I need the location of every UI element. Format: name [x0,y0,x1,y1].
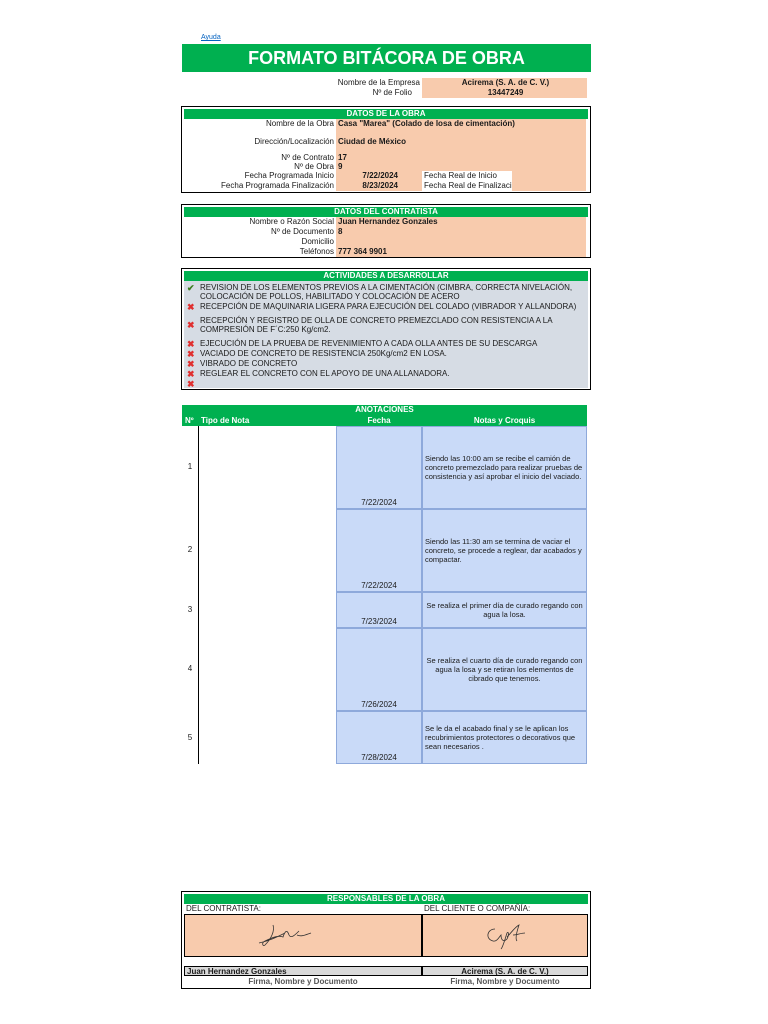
cross-icon: ✖ [187,359,195,369]
obra-section-title: DATOS DE LA OBRA [184,109,588,119]
note-number: 4 [187,664,193,673]
activity-text: EJECUCIÓN DE LA PRUEBA DE REVENIMIENTO A CADA OLLA ANTES DE SU DESCARGA [200,339,538,348]
contratista-name-value: Juan Hernandez Gonzales [338,217,438,226]
note-date-cell [336,426,422,509]
contratista-address-label: Domicilio [301,237,334,246]
client-firma-label: Firma, Nombre y Documento [450,977,560,986]
responsables-section-title: RESPONSABLES DE LA OBRA [184,894,588,904]
client-label: DEL CLIENTE O COMPAÑÍA: [424,904,531,913]
contractor-label: DEL CONTRATISTA: [186,904,261,913]
page-title: FORMATO BITÁCORA DE OBRA [182,44,591,72]
activity-item [184,316,589,334]
note-date: 7/23/2024 [361,617,397,626]
cross-icon: ✖ [187,339,195,349]
client-signature-box [422,914,588,957]
note-date-cell [336,509,422,592]
cross-icon: ✖ [187,379,195,389]
activity-item [184,349,589,359]
obra-number-value: 9 [338,162,343,171]
activity-item [184,339,589,349]
activity-text: RECEPCIÓN Y REGISTRO DE OLLA DE CONCRETO PREMEZCLADO CON RESISTENCIA A LA COMPRESIÓN DE F´C:250 Kg/cm2. [200,316,553,334]
obra-name-value: Casa "Marea" (Colado de losa de cimentación) [338,119,515,128]
note-text: Se le da el acabado final y se le aplican los recubrimientos protectores o decorativos que sean necesarios . [422,711,587,764]
folio-label: Nº de Folio [372,88,412,97]
activity-item [184,359,589,369]
obra-name-label: Nombre de la Obra [265,119,334,128]
note-text: Se realiza el cuarto día de curado regando con agua la losa y se retiran los elementos de cibrado que tenemos. [422,628,587,711]
end-date-label: Fecha Programada Finalización [221,181,334,190]
contractor-firma-label: Firma, Nombre y Documento [248,977,358,986]
start-date-label: Fecha Programada Inicio [244,171,334,180]
anotaciones-section-title: ANOTACIONES [182,405,587,415]
client-signature [481,921,531,951]
obra-contract-value: 17 [338,153,347,162]
contractor-name: Juan Hernandez Gonzales [184,966,422,976]
contratista-phone-value: 777 364 9901 [338,247,387,256]
end-date-value: 8/23/2024 [362,181,398,190]
real-start-label: Fecha Real de Inicio [424,171,497,180]
note-date: 7/28/2024 [361,753,397,762]
cross-icon: ✖ [187,349,195,359]
activity-text: VIBRADO DE CONCRETO [200,359,298,368]
note-date: 7/26/2024 [361,700,397,709]
obra-address-label: Dirección/Localización [254,137,334,146]
activity-text: VACIADO DE CONCRETO DE RESISTENCIA 250Kg/cm2 EN LOSA. [200,349,447,358]
activity-item [184,369,589,379]
contratista-address-value [336,237,586,247]
note-date-cell [336,592,422,628]
activity-text: REGLEAR EL CONCRETO CON EL APOYO DE UNA ALLANADORA. [200,369,450,378]
cross-icon: ✖ [187,369,195,379]
contractor-signature [255,921,315,949]
cross-icon: ✖ [187,320,195,330]
obra-address-value: Ciudad de México [338,137,407,146]
column-divider [198,426,199,764]
contratista-doc-label: Nº de Documento [271,227,334,236]
activity-item [184,283,589,301]
note-date: 7/22/2024 [361,498,397,507]
obra-contract-label: Nº de Contrato [281,153,334,162]
col-header-notas: Notas y Croquis [473,416,536,425]
obra-number-label: Nº de Obra [294,162,334,171]
col-header-fecha: Fecha [367,416,391,425]
actividades-section-title: ACTIVIDADES A DESARROLLAR [184,271,588,281]
contratista-section [181,204,591,258]
anotaciones-header [182,415,587,426]
real-end-label: Fecha Real de Finalizaci [424,181,512,190]
cross-icon: ✖ [187,302,195,312]
activity-text: REVISION DE LOS ELEMENTOS PREVIOS A LA CIMENTACIÓN (CIMBRA, CORRECTA NIVELACIÓN, COLOCACIÓN DE POLLOS, HABILITADO Y COLOCACIÓN DE ACERO [200,283,573,301]
help-link[interactable]: Ayuda [201,34,221,41]
responsables-section [181,891,591,989]
note-number: 1 [187,462,193,471]
note-number: 5 [187,733,193,742]
note-date-cell [336,628,422,711]
contratista-name-label: Nombre o Razón Social [249,217,334,226]
note-text: Se realiza el primer día de curado regando con agua la losa. [422,592,587,628]
company-value: Acirema (S. A. de C. V.) [422,78,587,88]
col-header-no: Nº [185,416,194,425]
contratista-phone-label: Teléfonos [299,247,334,256]
contratista-section-title: DATOS DEL CONTRATISTA [184,207,588,217]
client-name: Acirema (S. A. de C. V.) [422,966,588,976]
note-text: Siendo las 10:00 am se recibe el camión de concreto premezclado para realizar pruebas de consistencia y así aprobar el inicio del vaciado. [422,426,587,509]
note-date: 7/22/2024 [361,581,397,590]
contratista-doc-value: 8 [338,227,343,236]
start-date-value: 7/22/2024 [362,171,398,180]
company-label: Nombre de la Empresa [337,78,420,87]
obra-section [181,106,591,193]
note-number: 3 [187,605,193,614]
note-date-cell [336,711,422,764]
folio-value: 13447249 [422,88,587,98]
note-text: Siendo las 11:30 am se termina de vaciar el concreto, se procede a reglear, dar acabados y compactar. [422,509,587,592]
activity-item [184,302,589,312]
activity-item [184,379,589,389]
check-icon: ✔ [187,283,195,293]
activity-text: RECEPCIÓN DE MAQUINARIA LIGERA PARA EJECUCIÓN DEL COLADO (VIBRADOR Y ALLANDORA) [200,302,577,311]
contractor-signature-box [184,914,422,957]
note-number: 2 [187,545,193,554]
col-header-tipo: Tipo de Nota [201,416,250,425]
